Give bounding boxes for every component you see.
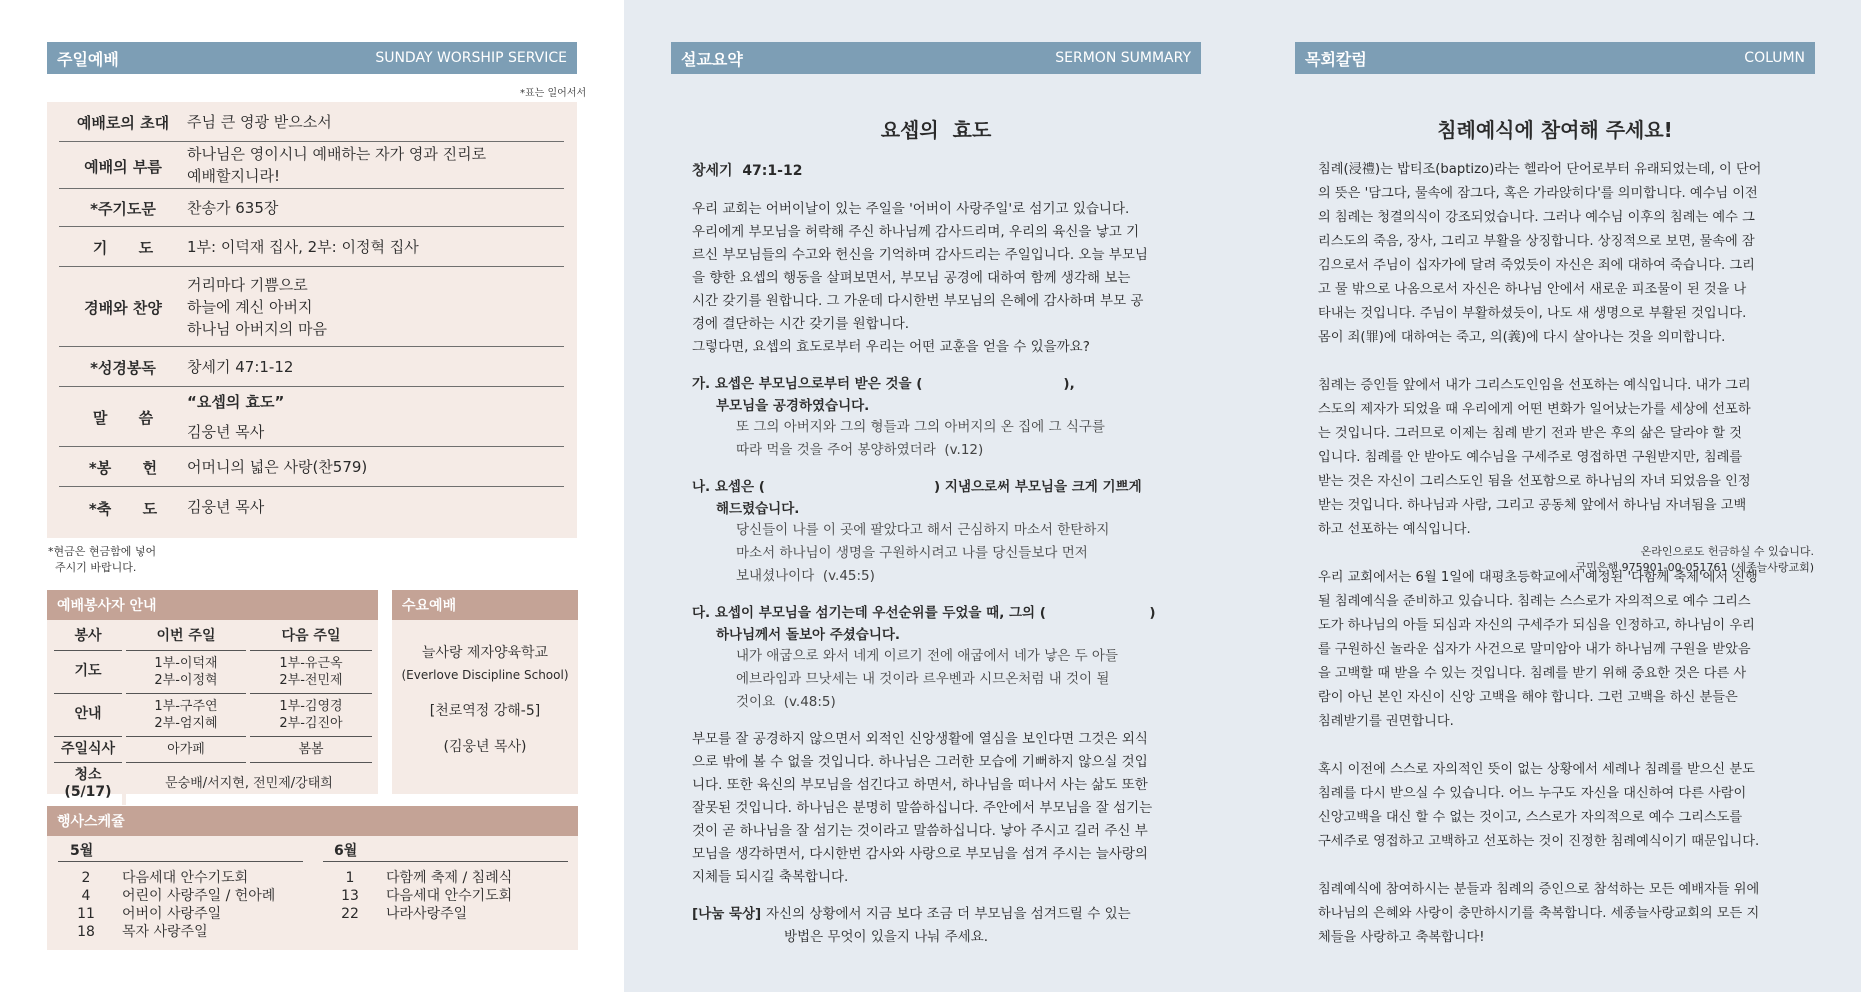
column-header: 다음 주일 — [248, 620, 372, 650]
order-label: *성경봉독 — [90, 359, 156, 377]
sermon-line: 모님을 생각하면서, 다시한번 감사와 사랑으로 부모님을 섬겨 주시는 늘사랑의 — [692, 846, 1148, 862]
column-line: 침례(浸禮)는 밥티조(baptizo)라는 헬라어 단어로부터 유래되었는데, 이 단어 — [1318, 162, 1762, 177]
wednesday-line: (김웅년 목사) — [443, 739, 527, 755]
sharing-text — [766, 903, 1131, 949]
scripture-quote: 에브라임과 므낫세는 내 것이라 르우벤과 시므온처럼 내 것이 될 — [736, 671, 1110, 687]
order-value — [187, 496, 264, 518]
schedule-header: 행사스케쥴 — [47, 806, 578, 836]
cell-line: 1부-유근옥 — [279, 655, 343, 671]
event-day: 1 — [345, 870, 355, 886]
sermon-line: 우리 교회는 어버이날이 있는 주일을 '어버이 사랑주일'로 섬기고 있습니다. — [692, 201, 1130, 217]
sermon-header — [671, 42, 1201, 74]
worship-header-title: 주일예배 — [57, 49, 119, 69]
order-row — [59, 267, 564, 347]
column-line: 스도의 제자가 되었을 때 우리에게 어떤 변화가 일어났는가를 세상에 선포하 — [1318, 402, 1751, 417]
standing-note: *표는 일어서서 — [520, 88, 587, 99]
order-value — [187, 111, 332, 133]
scripture-quote: 보내셨나이다 (v.45:5) — [736, 568, 875, 584]
column-header: 이번 주일 — [124, 620, 248, 650]
order-line: 찬송가 635장 — [187, 198, 279, 217]
order-line: 거리마다 기쁨으로 — [187, 275, 308, 294]
role-cell: 주일식사 — [54, 736, 124, 762]
order-label: *주기도문 — [90, 200, 156, 218]
column-line: 도가 하나님의 아들 되심과 자신의 구세주가 되심을 인정하고, 하나님이 우리 — [1318, 618, 1755, 633]
order-row — [59, 102, 564, 142]
sermon-scripture: 창세기 47:1-12 — [692, 163, 803, 179]
column-line: 을 고백할 때 받을 수 있는 것입니다. 침례를 받기 위해 중요한 것은 다른 사 — [1318, 666, 1747, 681]
sermon-point-heading: 다. 요셉이 부모님을 섬기는데 우선순위를 두었을 때, 그의 ( ) — [692, 605, 1156, 621]
column-header — [1295, 42, 1815, 74]
order-line: 예배할지니라! — [187, 167, 280, 185]
column-line: 침례예식에 참여하시는 분들과 침례의 증인으로 참석하는 모든 예배자들 위에 — [1318, 882, 1760, 897]
cell-line: 2부-이정혁 — [154, 672, 218, 688]
column-title: 침례예식에 참여해 주세요! — [1437, 118, 1673, 142]
event-name: 다음세대 안수기도회 — [386, 888, 513, 904]
column-line: 의 뜻은 '담그다, 물속에 잠그다, 혹은 가라앉히다'를 의미합니다. 예수님 이전 — [1318, 186, 1758, 201]
table-row — [54, 762, 372, 805]
role-cell: 청소(5/17) — [64, 766, 112, 800]
order-line: 하늘에 계신 아버지 — [187, 297, 313, 316]
schedule-june-list — [330, 869, 512, 923]
sermon-header-subtitle: SERMON SUMMARY — [1055, 50, 1191, 66]
event-name: 어버이 사랑주일 — [122, 906, 222, 922]
worship-header — [47, 42, 577, 74]
column-line: 입니다. 침례를 안 받아도 예수님을 구세주로 영접하면 구원받지만, 침례를 — [1318, 450, 1743, 465]
sermon-point-heading: 해드렸습니다. — [716, 501, 800, 517]
cell: 아가페 — [124, 736, 248, 762]
column-line: 침례를 다시 받으실 수 있습니다. 어느 누구도 자신을 대신하여 다른 사람이 — [1318, 786, 1747, 801]
order-line: 1부: 이덕재 집사, 2부: 이정혁 집사 — [187, 237, 419, 256]
offering-note-line: 주시기 바랍니다. — [48, 561, 137, 574]
table-row — [54, 650, 372, 693]
column-line: 를 구원하신 놀라운 십자가 사건으로 말미암아 내가 하나님께 구원을 받았음 — [1318, 642, 1751, 657]
may-label: 5월 — [70, 843, 94, 859]
sermon-line: 경에 결단하는 시간 갖기를 원합니다. — [692, 316, 910, 332]
event-name: 목자 사랑주일 — [122, 924, 208, 940]
list-item — [66, 887, 275, 905]
column-line: 의 침례는 청결의식이 강조되었습니다. 그러나 예수님 이후의 침례는 예수 그 — [1318, 210, 1755, 225]
sermon-line: 을 향한 요셉의 행동을 살펴보면서, 부모님 공경에 대하여 함께 생각해 보는 — [692, 270, 1131, 286]
order-label: 경배와 찬양 — [84, 299, 162, 317]
order-row — [59, 447, 564, 487]
order-value — [187, 197, 278, 219]
worship-header-subtitle: SUNDAY WORSHIP SERVICE — [375, 50, 567, 66]
order-value — [187, 236, 419, 258]
june-divider — [323, 861, 568, 862]
sermon-line: 부모를 잘 공경하지 않으면서 외적인 신앙생활에 열심을 보인다면 그것은 외식 — [692, 731, 1148, 747]
event-day: 18 — [77, 924, 95, 940]
role-cell: 안내 — [54, 693, 124, 736]
column-body — [1318, 158, 1802, 950]
order-row — [59, 487, 564, 527]
table-header-row — [54, 620, 372, 650]
column-line: 받는 것은 자신이 그리스도인 됨을 선포함으로 하나님의 자녀 되었음을 인정 — [1318, 474, 1751, 489]
order-label: 말 씀 — [92, 409, 154, 427]
scripture-quote: 것이요 (v.48:5) — [736, 694, 836, 710]
order-line: 김웅년 목사 — [187, 498, 265, 516]
offering-note — [48, 544, 156, 576]
order-value — [187, 356, 293, 378]
sermon-title: 요셉의 효도 — [880, 118, 992, 142]
event-day: 13 — [341, 888, 359, 904]
order-label: 예배로의 초대 — [76, 114, 170, 132]
column-line: 고 물 밖으로 나옴으로서 자신은 하나님 안에서 새로운 피조물이 된 것을 나 — [1318, 282, 1747, 297]
cell-line: 2부-엄지혜 — [154, 715, 218, 731]
scripture-quote: 당신들이 나를 이 곳에 팔았다고 해서 근심하지 마소서 한탄하지 — [736, 522, 1110, 538]
sermon-line: 지체들 되시길 축복합니다. — [692, 869, 849, 885]
sermon-line: 르신 부모님들의 수고와 헌신을 기억하며 감사드리는 주일입니다. 오늘 부모님 — [692, 247, 1148, 263]
order-line: 창세기 47:1-12 — [187, 357, 294, 376]
order-value — [187, 143, 486, 187]
cell: 문숭배/서지현, 전민제/강태희 — [124, 762, 372, 805]
column-header: 봉사 — [54, 620, 124, 650]
wednesday-line: (Everlove Discipline School) — [401, 668, 569, 682]
sermon-point-heading: 가. 요셉은 부모님으로부터 받은 것을 ( ), — [692, 376, 1075, 392]
sermon-title-line: “요셉의 효도” — [187, 392, 285, 411]
role-cell: 기도 — [54, 650, 124, 693]
column-line: 몸이 죄(罪)에 대하여는 죽고, 의(義)에 다시 살아나는 것을 의미합니다. — [1318, 330, 1726, 345]
scripture-quote: 또 그의 아버지와 그의 형들과 그의 아버지의 온 집에 그 식구를 — [736, 419, 1105, 435]
wednesday-content — [392, 642, 578, 758]
cell-line: 2부-전민제 — [279, 672, 343, 688]
list-item — [66, 905, 275, 923]
event-name: 다음세대 안수기도회 — [122, 870, 249, 886]
wednesday-line: 늘사랑 제자양육학교 — [421, 645, 549, 661]
cell — [124, 650, 248, 693]
sermon-body — [692, 198, 1186, 949]
column-line: 구세주로 영접하고 고백하고 선포하는 것이 진정한 침례예식이기 때문입니다. — [1318, 834, 1760, 849]
order-line: 어머니의 넓은 사랑(찬579) — [187, 457, 368, 476]
order-row — [59, 142, 564, 189]
bank-account: 국민은행 975901-00-051761 (세종늘사랑교회) — [1575, 561, 1814, 574]
list-item — [330, 905, 512, 923]
order-label: *축 도 — [88, 499, 158, 518]
cell-line: 2부-김진아 — [279, 715, 343, 731]
event-name: 다함께 축제 / 침례식 — [386, 870, 513, 886]
column-line: 타내는 것입니다. 주님이 부활하셨듯이, 나도 새 생명으로 부활된 것입니다. — [1318, 306, 1747, 321]
sharing-line: 방법은 무엇이 있을지 나눠 주세요. — [784, 929, 989, 945]
online-offering-line: 온라인으로도 헌금하실 수 있습니다. — [1640, 545, 1814, 558]
order-line: 김웅년 목사 — [187, 422, 265, 441]
sermon-point-heading: 하나님께서 돌보아 주셨습니다. — [716, 627, 901, 643]
schedule-may-list — [66, 869, 275, 941]
column-line: 침례는 증인들 앞에서 내가 그리스도인임을 선포하는 예식입니다. 내가 그리 — [1318, 378, 1751, 393]
list-item — [330, 869, 512, 887]
cell-line: 1부-구주연 — [154, 698, 218, 714]
order-value — [187, 387, 284, 447]
column-line: 람이 아닌 본인 자신이 신앙 고백을 해야 합니다. 그런 고백을 하신 분들은 — [1318, 690, 1738, 705]
column-line: 하나님의 은혜와 사랑이 충만하시기를 축복합니다. 세종늘사랑교회의 모든 지 — [1318, 906, 1760, 921]
order-label: 예배의 부름 — [84, 157, 162, 176]
table-row — [54, 693, 372, 736]
column-line: 리스도의 죽음, 장사, 그리고 부활을 상징합니다. 상징적으로 보면, 물속에 잠 — [1318, 234, 1755, 249]
sermon-line: 으로 밖에 볼 수 없을 것입니다. 하나님은 그러한 모습에 기뻐하지 않으실 것입 — [692, 754, 1148, 770]
wednesday-header: 수요예배 — [392, 590, 578, 620]
order-row — [59, 189, 564, 227]
sermon-line: 니다. 또한 육신의 부모님을 섬긴다고 하면서, 하나님을 떠나서 사는 삶도 또한 — [692, 777, 1148, 793]
column-line: 침례받기를 권면합니다. — [1318, 714, 1454, 729]
order-row — [59, 227, 564, 267]
column-line: 체들을 사랑하고 축복합니다! — [1318, 930, 1485, 945]
list-item — [66, 923, 275, 941]
column-line: 받는 것입니다. 하나님과 사람, 그리고 공동체 앞에서 하나님 자녀됨을 고백 — [1318, 498, 1747, 513]
column-line: 김으로서 주님이 십자가에 달려 죽었듯이 자신은 죄에 대하여 죽습니다. 그리 — [1318, 258, 1755, 273]
june-label: 6월 — [334, 843, 358, 859]
order-line: 하나님 아버지의 마음 — [187, 319, 327, 338]
column-line: 우리 교회에서는 6월 1일에 대평초등학교에서 예정된 '다함께 축제'에서 진행 — [1318, 570, 1758, 585]
cell — [124, 693, 248, 736]
event-day: 11 — [77, 906, 95, 922]
scripture-quote: 내가 애굽으로 와서 네게 이르기 전에 애굽에서 네가 낳은 두 아들 — [736, 648, 1118, 664]
event-name: 나라사랑주일 — [386, 906, 468, 922]
event-day: 2 — [81, 870, 91, 886]
volunteers-table — [54, 620, 372, 805]
column-line: 하고 선포하는 예식입니다. — [1318, 522, 1471, 537]
sermon-line: 그렇다면, 요셉의 효도로부터 우리는 어떤 교훈을 얻을 수 있을까요? — [692, 339, 1090, 355]
offering-note-line: *현금은 현금함에 넣어 — [48, 545, 157, 558]
order-value — [187, 456, 367, 478]
cell-line: 1부-김영경 — [279, 698, 343, 714]
scripture-quote: 마소서 하나님이 생명을 구원하시려고 나를 당신들보다 먼저 — [736, 545, 1088, 561]
order-value — [187, 274, 327, 340]
order-row — [59, 387, 564, 447]
sermon-point-heading: 부모님을 공경하였습니다. — [716, 398, 870, 414]
list-item — [330, 887, 512, 905]
order-line: 주님 큰 영광 받으소서 — [187, 112, 332, 131]
column-line: 될 침례예식을 준비하고 있습니다. 침례는 스스로가 자의적으로 예수 그리스 — [1318, 594, 1751, 609]
cell-line: 1부-이덕재 — [154, 655, 218, 671]
sharing-label: [나눔 묵상] — [692, 906, 762, 922]
event-name: 어린이 사랑주일 / 헌아례 — [122, 888, 276, 904]
sermon-header-title: 설교요약 — [681, 49, 743, 69]
volunteers-header: 예배봉사자 안내 — [47, 590, 378, 620]
sermon-line: 우리에게 부모님을 허락해 주신 하나님께 감사드리며, 우리의 육신을 낳고 기 — [692, 224, 1140, 240]
order-row — [59, 347, 564, 387]
worship-order — [47, 102, 577, 538]
may-divider — [58, 861, 303, 862]
order-label: 기 도 — [92, 239, 154, 257]
sharing-meditation — [692, 903, 1186, 949]
list-item — [66, 869, 275, 887]
scripture-quote: 따라 먹을 것을 주어 봉양하였더라 (v.12) — [736, 442, 984, 458]
sermon-line: 시간 갖기를 원합니다. 그 가운데 다시한번 부모님의 은혜에 감사하며 부모 공 — [692, 293, 1144, 309]
cell: 봄봄 — [248, 736, 372, 762]
wednesday-line: [천로역정 강해-5] — [429, 703, 541, 719]
column-line: 신앙고백을 대신 할 수 없는 것이고, 스스로가 자의적으로 예수 그리스도를 — [1318, 810, 1743, 825]
order-line: 하나님은 영이시니 예배하는 자가 영과 진리로 — [187, 145, 487, 163]
cell — [248, 650, 372, 693]
column-header-subtitle: COLUMN — [1744, 50, 1805, 66]
cell — [248, 693, 372, 736]
event-day: 22 — [341, 906, 359, 922]
column-header-title: 목회칼럼 — [1305, 49, 1367, 69]
column-line: 혹시 이전에 스스로 자의적인 뜻이 없는 상황에서 세례나 침례를 받으신 분도 — [1318, 762, 1755, 777]
column-line: 는 것입니다. 그러므로 이제는 침례 받기 전과 받은 후의 삶은 달라야 할 것 — [1318, 426, 1742, 441]
order-label: *봉 헌 — [88, 459, 158, 477]
sermon-line: 것이 곧 하나님을 잘 섬기는 것이라고 말씀하십니다. 낳아 주시고 길러 주신 부 — [692, 823, 1148, 839]
sharing-line: 자신의 상황에서 지금 보다 조금 더 부모님을 섬겨드릴 수 있는 — [766, 906, 1131, 922]
event-day: 4 — [81, 888, 91, 904]
table-row — [54, 736, 372, 762]
sermon-point-heading: 나. 요셉은 ( ) 지냄으로써 부모님을 크게 기쁘게 — [692, 479, 1142, 495]
sermon-line: 잘못된 것입니다. 하나님은 분명히 말씀하십니다. 주안에서 부모님을 잘 섬기는 — [692, 800, 1153, 816]
